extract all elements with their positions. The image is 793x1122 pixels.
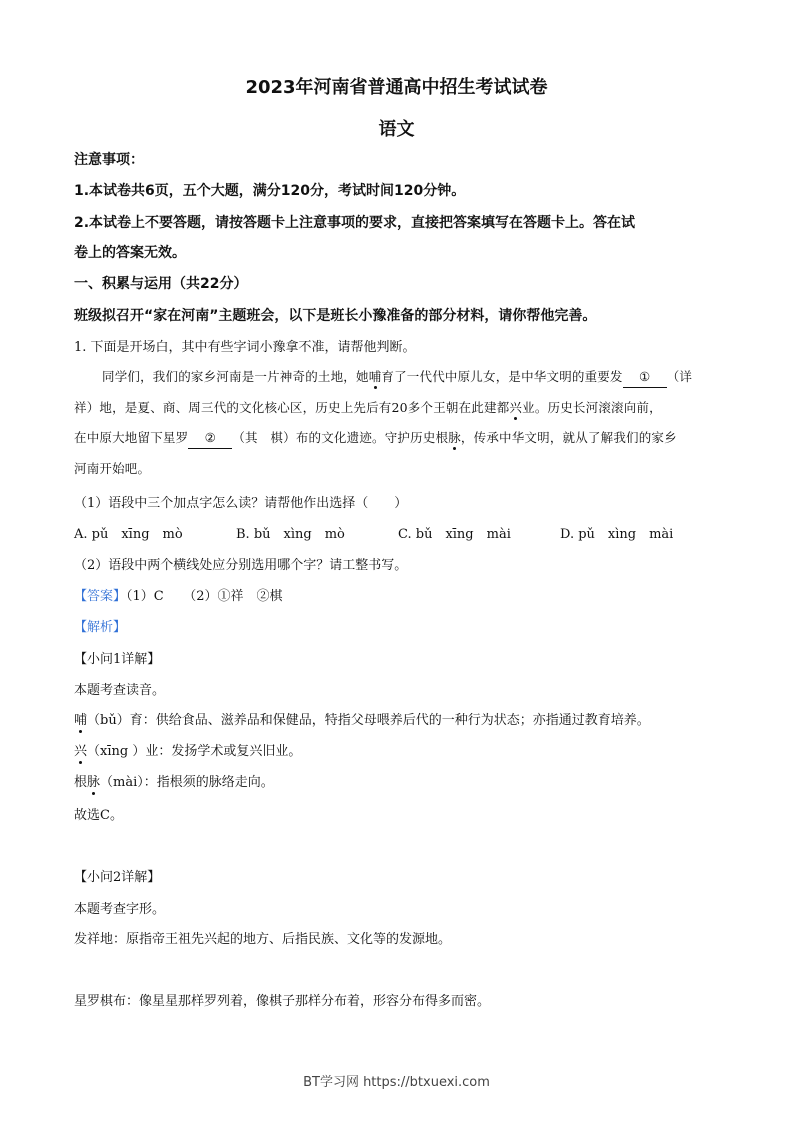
part-1-intro: 本题考查读音。: [74, 683, 166, 698]
part-1-heading: 【小问1详解】: [74, 652, 161, 667]
notes-item-1: 1.本试卷共6页，五个大题，满分120分，考试时间120分钟。: [74, 183, 466, 199]
passage-text: ，传承中华文明，就从了解我们的家乡: [460, 430, 677, 445]
mai-explanation: [74, 773, 724, 793]
explanation-text: （xīng ）业：发扬学术或复兴旧业。: [87, 744, 302, 759]
passage-line-2: [74, 398, 724, 418]
sub-question-2: （2）语段中两个横线处应分别选用哪个字？请工整书写。: [74, 558, 408, 573]
choice-d: D. pǔ xìng mài: [560, 527, 674, 542]
passage-line-3: [74, 428, 724, 449]
section-1-intro: 班级拟召开“家在河南”主题班会，以下是班长小豫准备的部分材料，请你帮他完善。: [74, 308, 597, 324]
passage-text: 在中原大地留下星罗: [74, 430, 189, 445]
subject-title: 语文: [378, 119, 415, 140]
choice-a: A. pǔ xīng mò: [74, 527, 183, 542]
answer-text: （1）C （2）①祥 ②棋: [126, 589, 283, 604]
choices-row: [74, 525, 724, 545]
passage-text: 同学们，我们的家乡河南是一片神奇的土地，她: [102, 369, 369, 384]
choice-c: C. bǔ xīng mài: [398, 527, 511, 542]
passage-text: （详: [666, 369, 693, 384]
choice-b: B. bǔ xìng mò: [236, 527, 345, 542]
dotted-char: 脉: [87, 775, 101, 790]
notes-heading: 注意事项：: [74, 152, 144, 168]
answer-row: [74, 587, 724, 607]
part-2-heading: 【小问2详解】: [74, 870, 161, 885]
part-2-intro: 本题考查字形。: [74, 902, 166, 917]
xing-explanation: [74, 742, 724, 762]
exam-title: 2023年河南省普通高中招生考试试卷: [245, 77, 548, 98]
sub-question-1: （1）语段中三个加点字怎么读？请帮他作出选择（ ）: [74, 496, 408, 511]
notes-item-2-line-2: 卷上的答案无效。: [74, 245, 186, 261]
fxd-explanation: 发祥地：原指帝王祖先兴起的地方、后指民族、文化等的发源地。: [74, 932, 452, 947]
explanation-text: （mài）：指根须的脉络走向。: [100, 775, 274, 790]
explanation-text: （bǔ）育：供给食品、滋养品和保健品，特指父母喂养后代的一种行为状态；亦指通过教育培养。: [87, 713, 650, 728]
passage-text: 业。历史长河滚滚向前，: [522, 400, 662, 415]
notes-item-2-line-1: 2.本试卷上不要答题，请按答题卡上注意事项的要求，直接把答案填写在答题卡上。答在试: [74, 215, 636, 231]
dotted-char: 脉: [448, 430, 461, 445]
answer-label: 【答案】: [74, 589, 127, 604]
section-1-heading: 一、积累与运用（共22分）: [74, 276, 248, 292]
passage-line-1: [102, 367, 722, 388]
passage-text: 祥）地，是夏、商、周三代的文化核心区，历史上先后有20多个王朝在此建都: [74, 400, 510, 415]
dotted-char: 兴: [74, 744, 88, 759]
question-1-prompt: 1. 下面是开场白，其中有些字词小豫拿不准，请帮他判断。: [74, 340, 416, 355]
site-footer: BT学习网 https://btxuexi.com: [303, 1075, 490, 1090]
passage-text: 育了一代代中原儿女，是中华文明的重要发: [381, 369, 623, 384]
blank-2: ②: [188, 428, 232, 449]
pu-explanation: [74, 711, 724, 731]
xlqb-explanation: 星罗棋布：像星星那样罗列着，像棋子那样分布着，形容分布得多而密。: [74, 994, 491, 1009]
explanation-text: 根: [74, 775, 88, 790]
blank-1: ①: [623, 367, 667, 388]
dotted-char: 哺: [74, 713, 88, 728]
analysis-label: 【解析】: [74, 620, 127, 635]
dotted-char: 哺: [368, 369, 382, 384]
dotted-char: 兴: [509, 400, 523, 415]
passage-line-4: 河南开始吧。: [74, 461, 151, 476]
passage-text: （其 棋）布的文化遗迹。守护历史根: [232, 430, 449, 445]
part-1-conclusion: 故选C。: [74, 808, 123, 823]
